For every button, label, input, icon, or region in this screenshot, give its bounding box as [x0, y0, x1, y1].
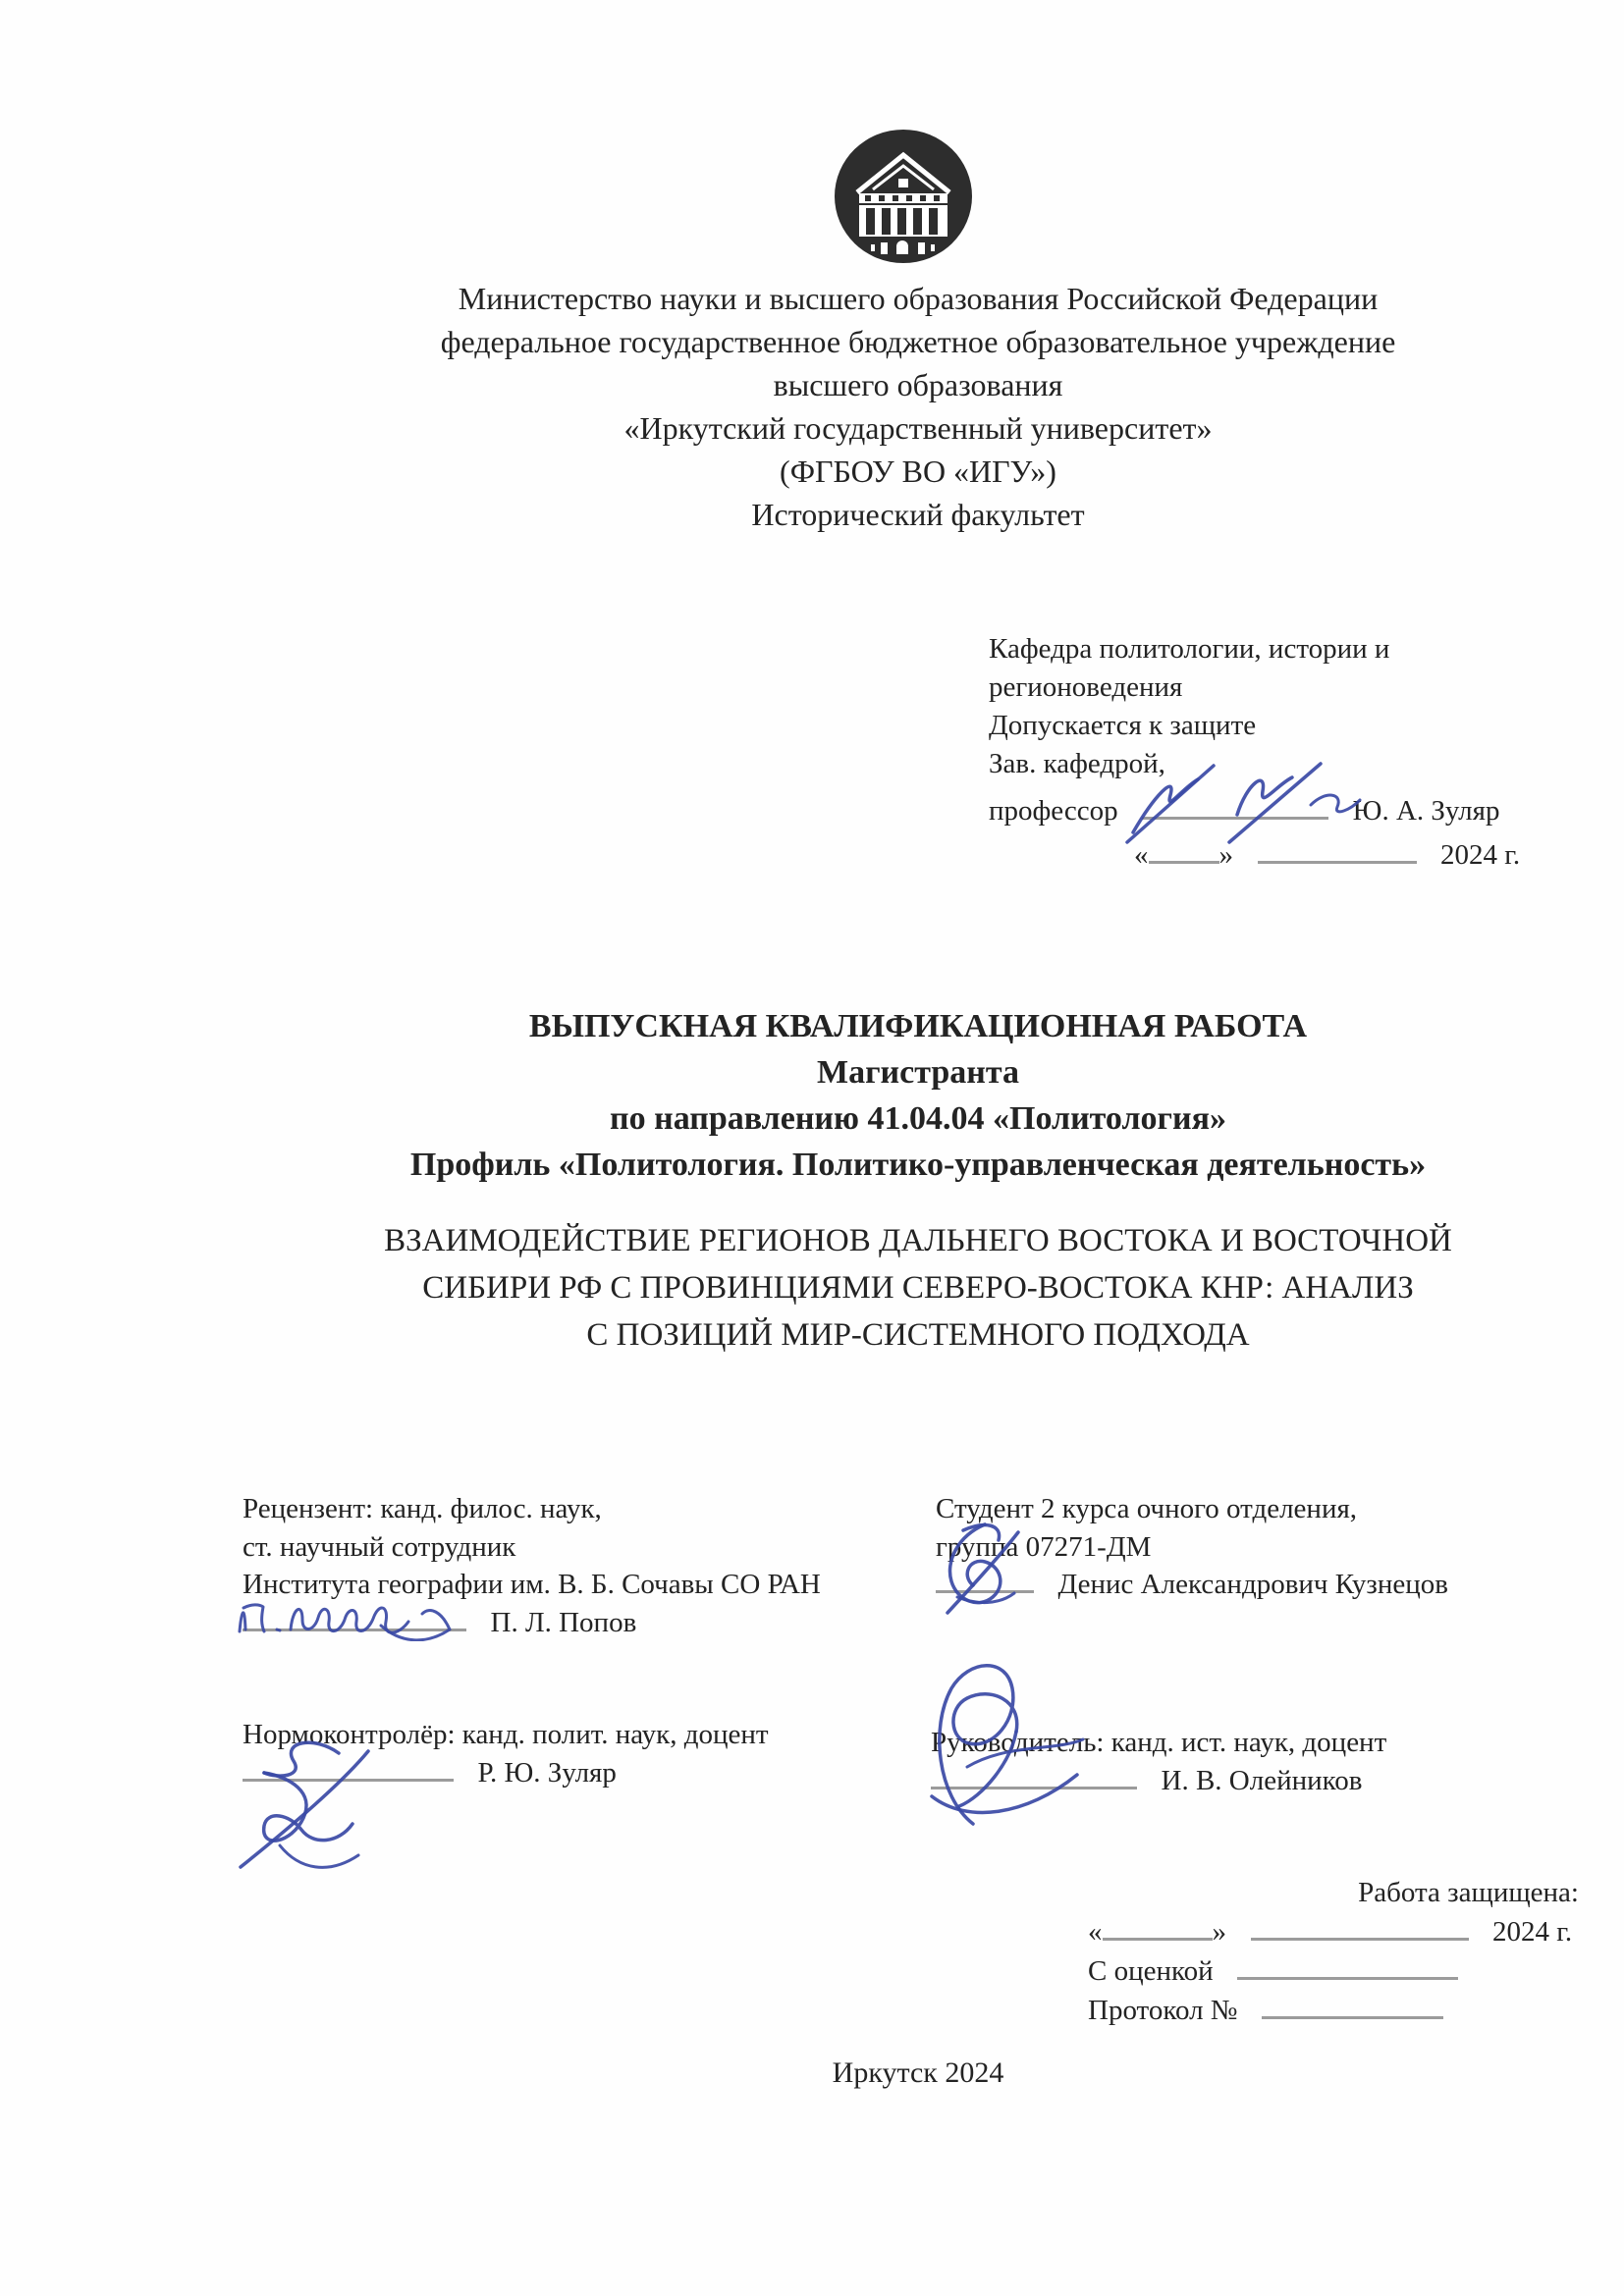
- professor-name: Ю. А. Зуляр: [1352, 795, 1500, 827]
- department-line: регионоведения: [989, 671, 1183, 703]
- blank-month-line: [1258, 837, 1417, 864]
- blank-month-line: [1251, 1914, 1469, 1941]
- thesis-title-line: СИБИРИ РФ С ПРОВИНЦИЯМИ СЕВЕРО-ВОСТОКА КНР: АНАЛИЗ: [422, 1270, 1414, 1306]
- professor-signature-row: [989, 792, 1558, 830]
- student-signature-row: [936, 1566, 1574, 1604]
- defense-date-row: [1088, 1912, 1579, 1951]
- student-block: [936, 1490, 1574, 1604]
- quote-open: «: [1134, 839, 1149, 871]
- blank-signature-line: [1142, 793, 1328, 820]
- quote-close: »: [1212, 1916, 1226, 1948]
- blank-signature-line: [243, 1755, 454, 1782]
- thesis-title: [211, 1217, 1624, 1359]
- quote-open: «: [1088, 1916, 1103, 1948]
- reviewer-name: П. Л. Попов: [490, 1606, 637, 1638]
- protocol-label: Протокол №: [1088, 1995, 1238, 2026]
- work-type-direction: по направлению 41.04.04 «Политология»: [610, 1100, 1226, 1137]
- header-line: «Иркутский государственный университет»: [623, 410, 1213, 446]
- reviewer-signature-row: [243, 1604, 930, 1642]
- approval-date-row: [1134, 836, 1558, 875]
- reviewer-line: ст. научный сотрудник: [243, 1530, 516, 1563]
- work-type-profile: Профиль «Политология. Политико-управленческая деятельность»: [409, 1147, 1427, 1183]
- reviewer-block: [243, 1490, 930, 1641]
- student-group-line: группа 07271-ДМ: [936, 1530, 1152, 1563]
- header-line: федеральное государственное бюджетное образовательное учреждение: [440, 324, 1396, 359]
- approval-line: Зав. кафедрой,: [989, 748, 1165, 779]
- grade-label: С оценкой: [1088, 1955, 1214, 1987]
- university-emblem-icon: [834, 129, 973, 264]
- defense-year: 2024 г.: [1492, 1916, 1573, 1948]
- reviewer-line: Института географии им. В. Б. Сочавы СО РАН: [243, 1569, 821, 1600]
- supervisor-block: [931, 1724, 1579, 1799]
- header-line: Исторический факультет: [751, 497, 1085, 532]
- work-type-title: ВЫПУСКНАЯ КВАЛИФИКАЦИОННАЯ РАБОТА: [528, 1008, 1308, 1044]
- header-line: (ФГБОУ ВО «ИГУ»): [780, 454, 1056, 489]
- student-name: Денис Александрович Кузнецов: [1057, 1569, 1448, 1600]
- normocontroller-signature-row: [243, 1754, 930, 1792]
- blank-grade-line: [1237, 1953, 1458, 1980]
- defense-protocol-row: [1088, 1991, 1579, 2030]
- university-header: [211, 277, 1624, 536]
- header-line: высшего образования: [773, 367, 1063, 402]
- reviewer-line: Рецензент: канд. филос. наук,: [243, 1493, 602, 1524]
- blank-protocol-line: [1262, 1993, 1443, 2019]
- normocontroller-block: [243, 1716, 930, 1791]
- department-approval-block: [989, 630, 1558, 875]
- blank-day-line: [1103, 1914, 1213, 1941]
- blank-day-line: [1149, 837, 1219, 864]
- header-line: Министерство науки и высшего образования Российской Федерации: [458, 281, 1379, 316]
- work-type-block: [211, 1003, 1624, 1188]
- supervisor-name: И. В. Олейников: [1161, 1764, 1363, 1796]
- city-year-footer: Иркутск 2024: [832, 2056, 1004, 2089]
- blank-signature-line: [243, 1605, 466, 1631]
- supervisor-line: Руководитель: канд. ист. наук, доцент: [931, 1727, 1387, 1758]
- defense-grade-row: [1088, 1951, 1579, 1991]
- professor-label: профессор: [989, 795, 1118, 827]
- normocontroller-name: Р. Ю. Зуляр: [477, 1756, 617, 1789]
- blank-signature-line: [936, 1567, 1034, 1593]
- quote-close: »: [1218, 839, 1233, 871]
- approval-year: 2024 г.: [1440, 839, 1521, 871]
- thesis-title-line: С ПОЗИЦИЙ МИР-СИСТЕМНОГО ПОДХОДА: [586, 1317, 1250, 1353]
- department-line: Кафедра политологии, истории и: [989, 633, 1390, 665]
- approval-line: Допускается к защите: [989, 710, 1257, 741]
- supervisor-signature-row: [931, 1762, 1579, 1800]
- student-line: Студент 2 курса очного отделения,: [936, 1493, 1358, 1524]
- normocontroller-line: Нормоконтролёр: канд. полит. наук, доцент: [243, 1719, 769, 1750]
- blank-signature-line: [931, 1763, 1137, 1789]
- thesis-title-line: ВЗАИМОДЕЙСТВИЕ РЕГИОНОВ ДАЛЬНЕГО ВОСТОКА И ВОСТОЧНОЙ: [384, 1223, 1452, 1258]
- defense-record-block: [1088, 1873, 1579, 2030]
- defense-title: Работа защищена:: [1358, 1877, 1579, 1908]
- work-type-degree: Магистранта: [817, 1054, 1019, 1091]
